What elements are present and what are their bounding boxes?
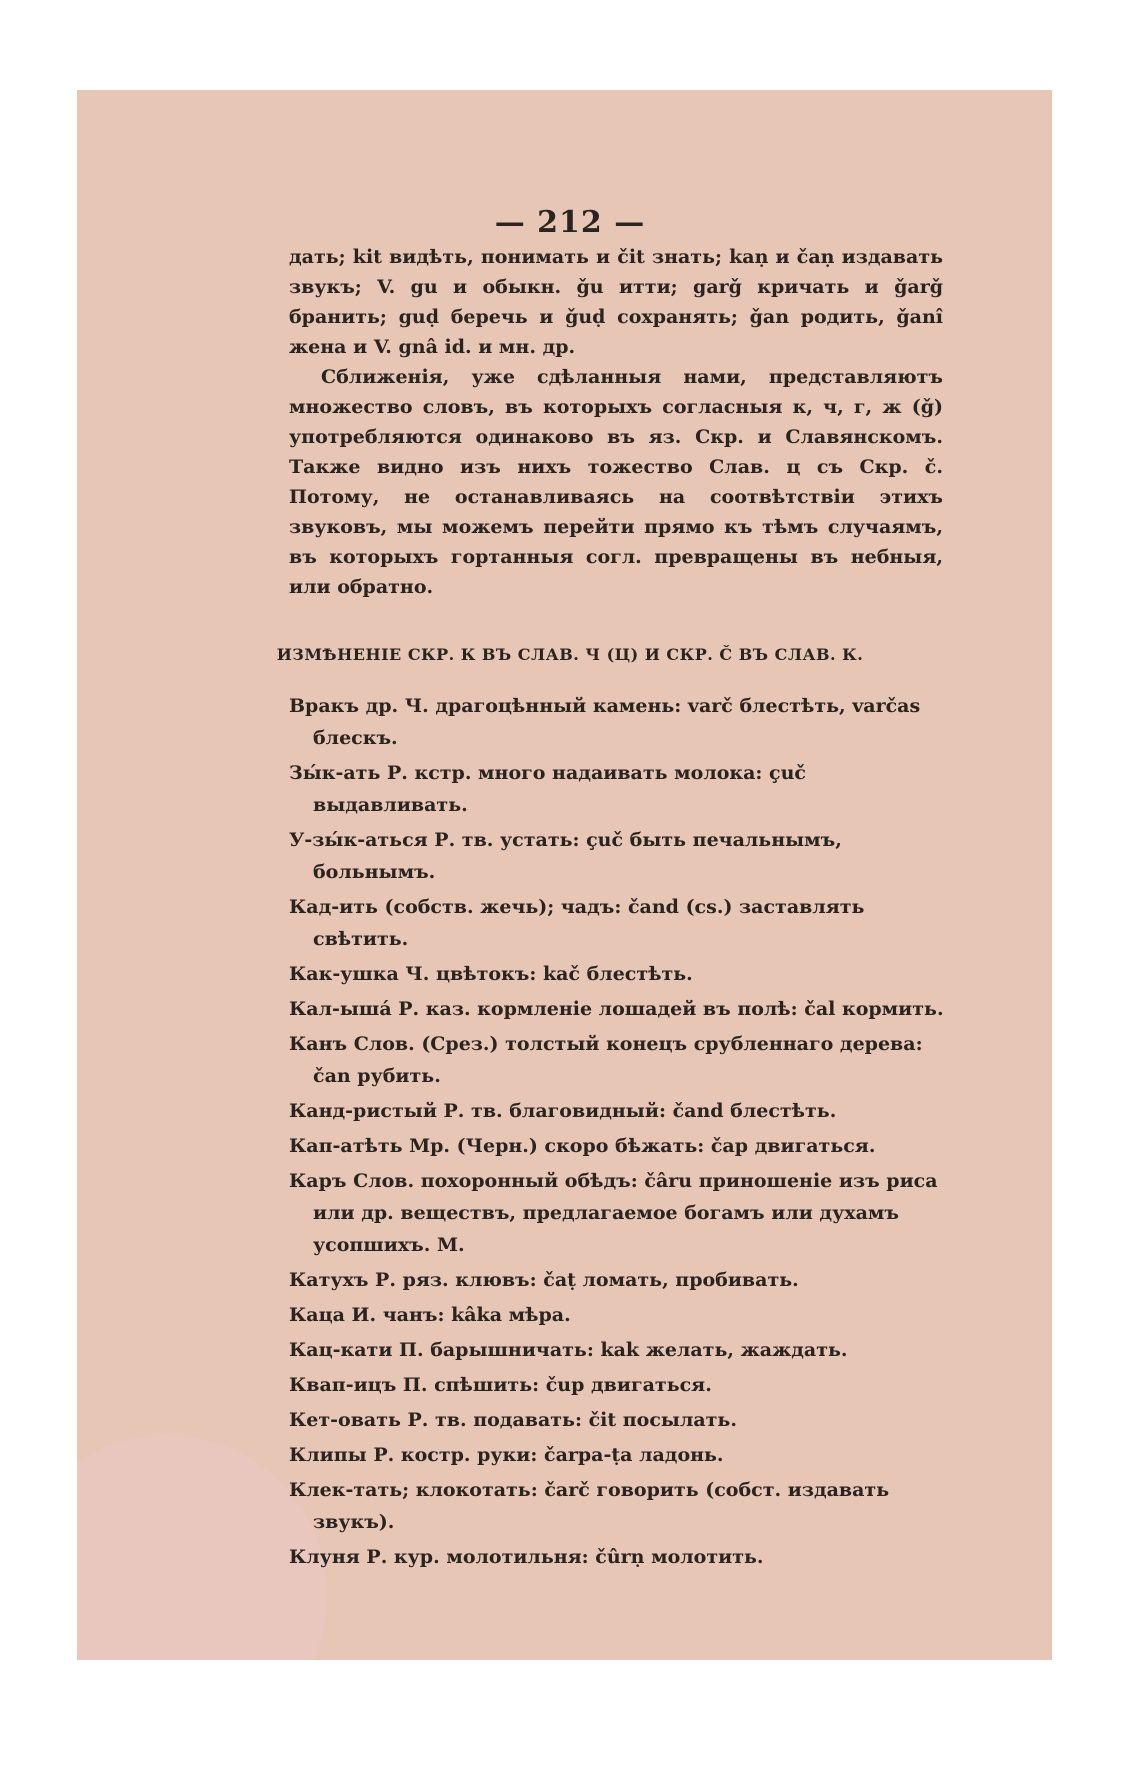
entry: Канд-ристый Р. тв. благовидный: čand блестѣть.: [289, 1100, 837, 1122]
entry: Как-ушка Ч. цвѣтокъ: kač блестѣть.: [289, 963, 693, 985]
entry: Кал-ыша́ Р. каз. кормленіе лошадей въ полѣ: čal кормить.: [289, 998, 944, 1020]
entry: Кац-кати П. барышничать: kak желать, жаждать.: [289, 1339, 848, 1361]
entry: Вракъ др. Ч. драгоцѣнный камень: varč блестѣть, varčas блескъ.: [289, 695, 921, 749]
entry-list: [289, 690, 949, 1576]
page-number: — 212 —: [494, 205, 646, 240]
entry: Зы́к-ать Р. кстр. много надаивать молока: çuč выдавливать.: [289, 762, 806, 816]
section-heading: ИЗМѢНЕНІЕ СКР. К ВЪ СЛАВ. Ч (Ц) И СКР. Č ВЪ СЛАВ. К.: [276, 645, 864, 664]
paragraph-continuation: дать; kit видѣть, понимать и čit знать; kaṇ и čaṇ издавать звукъ; V. gu и обыкн. ǧu итти; garǧ кричать и ǧarǧ бранить; guḍ беречь и ǧuḍ сохранять; ǧan родить, ǧanî жена и V. gnâ id. и мн. др.: [289, 246, 943, 358]
entry: Канъ Слов. (Срез.) толстый конецъ срубленнаго дерева: čan рубить.: [289, 1033, 923, 1087]
entry: Кет-овать Р. тв. подавать: čit посылать.: [289, 1409, 737, 1431]
entry: Квап-ицъ П. спѣшить: čup двигаться.: [289, 1374, 712, 1396]
entry: Каца И. чанъ: kâka мѣра.: [289, 1304, 571, 1326]
entry: Клипы Р. костр. руки: čarpa-ṭa ладонь.: [289, 1444, 724, 1466]
entry: Клек-тать; клокотать: čarč говорить (собст. издавать звукъ).: [289, 1479, 890, 1533]
entry: Каръ Слов. похоронный обѣдъ: čâru приношеніе изъ риса или др. веществъ, предлагаемое богамъ или духамъ усопшихъ. М.: [289, 1170, 938, 1256]
entry: Кап-атѣть Мр. (Черн.) скоро бѣжать: čap двигаться.: [289, 1135, 876, 1157]
entry: Клуня Р. кур. молотильня: čûrṇ молотить.: [289, 1546, 764, 1568]
entry: Кад-ить (собств. жечь); чадъ: čand (cs.) заставлять свѣтить.: [289, 896, 865, 950]
paragraph: Сближенія, уже сдѣланныя нами, представляютъ множество словъ, въ которыхъ согласныя к, ч, г, ж (ǧ) употребляются одинаково въ яз. Скр. и Славянскомъ. Также видно изъ нихъ тожество Слав. ц съ Скр. č. Потому, не останавливаясь на соотвѣтствіи этихъ звуковъ, мы можемъ перейти прямо къ тѣмъ случаямъ, въ которыхъ гортанныя согл. превращены въ небныя, или обратно.: [289, 366, 943, 598]
entry: Катухъ Р. ряз. клювъ: čaṭ ломать, пробивать.: [289, 1269, 799, 1291]
intro-text: [289, 242, 943, 602]
entry: У-зы́к-аться Р. тв. устать: çuč быть печальнымъ, больнымъ.: [289, 829, 842, 883]
